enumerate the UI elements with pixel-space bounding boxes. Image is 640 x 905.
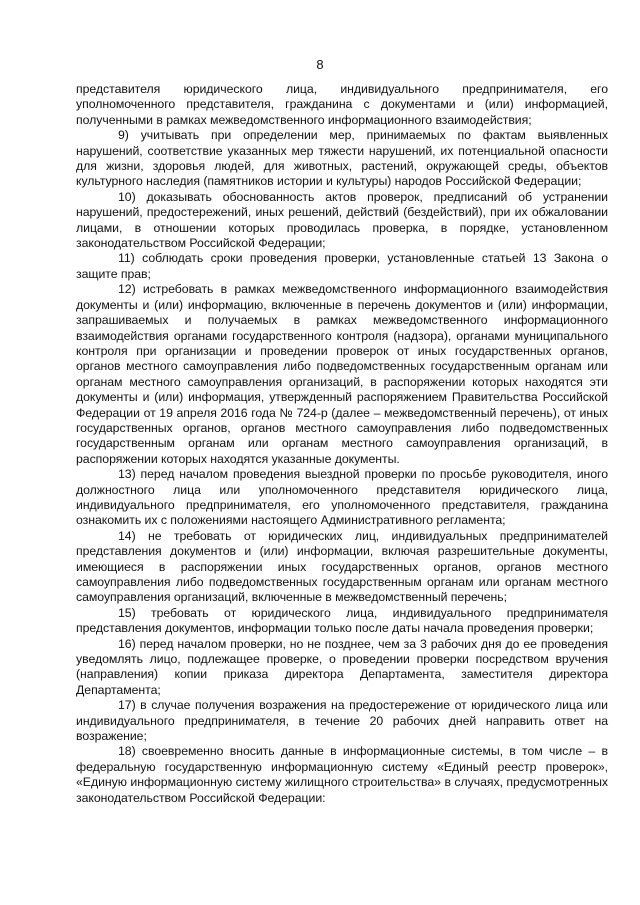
paragraph-item-9: 9) учитывать при определении мер, принимаемых по фактам выявленных нарушений, соответствие указанных мер тяжести нарушений, их потенциальной опасности для жизни, здоровья людей, для животных, растений, окружающей среды, объектов культурного наследия (памятников истории и культуры) народов Российской Федерации; <box>76 128 608 189</box>
page-number: 8 <box>316 57 324 72</box>
paragraph-item-17: 17) в случае получения возражения на предостережение от юридического лица или индивидуального предпринимателя, в течение 20 рабочих дней направить ответ на возражение; <box>76 698 608 744</box>
paragraph-item-10: 10) доказывать обоснованность актов проверок, предписаний об устранении нарушений, предостережений, иных решений, действий (бездействий), при их обжаловании лицами, в отношении которых проводилась проверка, в порядке, установленном законодательством Российской Федерации; <box>76 189 608 251</box>
paragraph-item-12: 12) истребовать в рамках межведомственного информационного взаимодействия документы и (или) информацию, включенные в перечень документов и (или) информации, запрашиваемых и получаемых в рамках межведомственного информационного взаимодействия органами государственного контроля (надзора), органами муниципального контроля при организации и проведении проверок от иных государственных органов, органов местного самоуправления либо подведомственных государственным органам или органам местного самоуправления организаций, в распоряжении которых находятся эти документы и (или) информация, утвержденный распоряжением Правительства Российской Федерации от 19 апреля 2016 года № 724-р (далее – межведомственный перечень), от иных государственных органов, органов местного самоуправления либо подведомственных государственным органам или органам местного самоуправления организаций, в распоряжении которых находятся указанные документы. <box>76 282 608 466</box>
paragraph-item-16: 16) перед началом проверки, но не позднее, чем за 3 рабочих дня до ее проведения уведомлять лицо, подлежащее проверке, о проведении проверки посредством вручения (направления) копии приказа директора Департамента, заместителя директора Департамента; <box>76 636 608 697</box>
paragraph-continuation: представителя юридического лица, индивидуального предпринимателя, его уполномоченного представителя, гражданина с документами и (или) информацией, полученными в рамках межведомственного информационного взаимодействия; <box>76 82 608 127</box>
paragraph-item-14: 14) не требовать от юридических лиц, индивидуальных предпринимателей представления документов и (или) информации, включая разрешительные документы, имеющиеся в распоряжении иных государственных органов, органов местного самоуправления либо подведомственных государственным органам или органам местного самоуправления организаций, включенные в межведомственный перечень; <box>76 528 608 605</box>
paragraph-item-15: 15) требовать от юридического лица, индивидуального предпринимателя представления документов, информации только после даты начала проведения проверки; <box>76 605 608 636</box>
paragraph-item-11: 11) соблюдать сроки проведения проверки, установленные статьей 13 Закона о защите прав; <box>76 251 608 281</box>
document-body <box>76 82 608 806</box>
paragraph-item-18: 18) своевременно вносить данные в информационные системы, в том числе – в федеральную государственную информационную систему «Единый реестр проверок», «Единую информационную систему жилищного строительства» в случаях, предусмотренных законодательством Российской Федерации: <box>76 744 608 805</box>
paragraph-item-13: 13) перед началом проведения выездной проверки по просьбе руководителя, иного должностного лица или уполномоченного представителя юридического лица, индивидуального предпринимателя, его уполномоченного представителя, гражданина ознакомить их с положениями настоящего Административного регламента; <box>76 467 608 528</box>
